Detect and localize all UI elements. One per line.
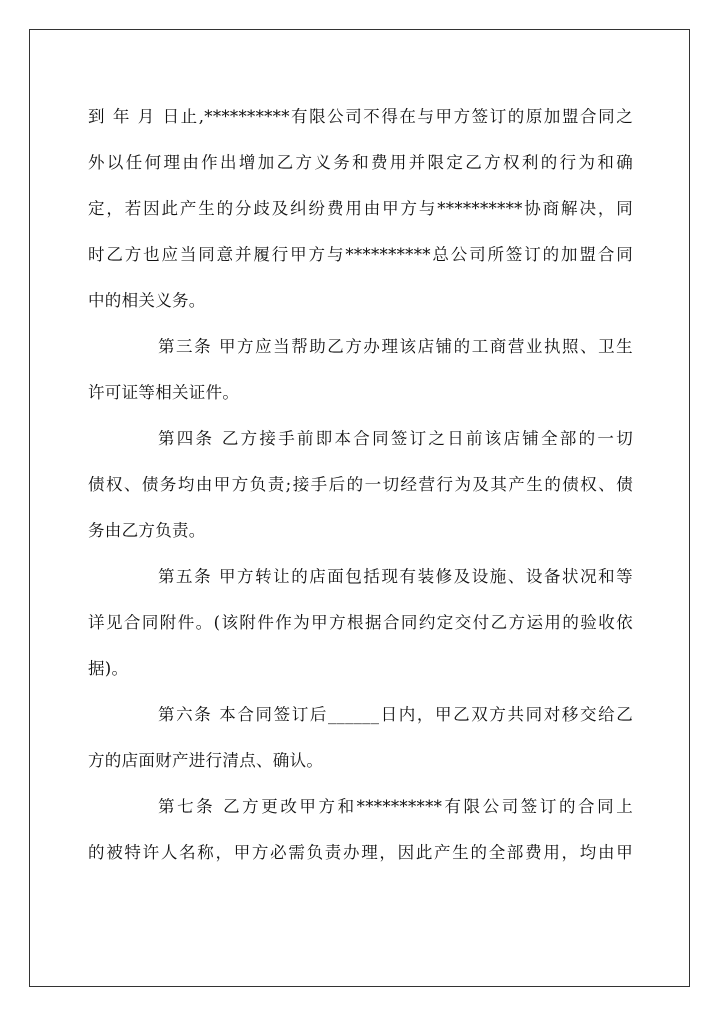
document-body xyxy=(88,94,633,876)
article-7-heading-line: 第七条 乙方更改甲方和**********有限公司签订的合同上 xyxy=(158,797,633,816)
text-line: 的被特许人名称，甲方必需负责办理，因此产生的全部费用，均由甲 xyxy=(88,843,633,862)
text-line: 外以任何理由作出增加乙方义务和费用并限定乙方权利的行为和确 xyxy=(88,153,633,172)
text-line: 债权、债务均由甲方负责;接手后的一切经营行为及其产生的债权、债 xyxy=(88,475,633,494)
text-line: 到 年 月 日止,**********有限公司不得在与甲方签订的原加盟合同之 xyxy=(88,107,633,126)
article-3-heading-line: 第三条 甲方应当帮助乙方办理该店铺的工商营业执照、卫生 xyxy=(158,337,633,356)
text-line: 时乙方也应当同意并履行甲方与**********总公司所签订的加盟合同 xyxy=(88,245,633,264)
article-5-heading-line: 第五条 甲方转让的店面包括现有装修及设施、设备状况和等 xyxy=(158,567,633,586)
text-line: 方的店面财产进行清点、确认。 xyxy=(88,751,324,770)
text-line: 详见合同附件。(该附件作为甲方根据合同约定交付乙方运用的验收依 xyxy=(88,613,633,632)
article-6-heading-line: 第六条 本合同签订后______日内，甲乙双方共同对移交给乙 xyxy=(158,705,633,724)
text-line: 许可证等相关证件。 xyxy=(88,383,240,402)
text-line: 据)。 xyxy=(88,659,129,678)
article-4-heading-line: 第四条 乙方接手前即本合同签订之日前该店铺全部的一切 xyxy=(158,429,633,448)
text-line: 中的相关义务。 xyxy=(88,291,206,310)
text-line: 务由乙方负责。 xyxy=(88,521,206,540)
text-line: 定，若因此产生的分歧及纠纷费用由甲方与**********协商解决，同 xyxy=(88,199,633,218)
